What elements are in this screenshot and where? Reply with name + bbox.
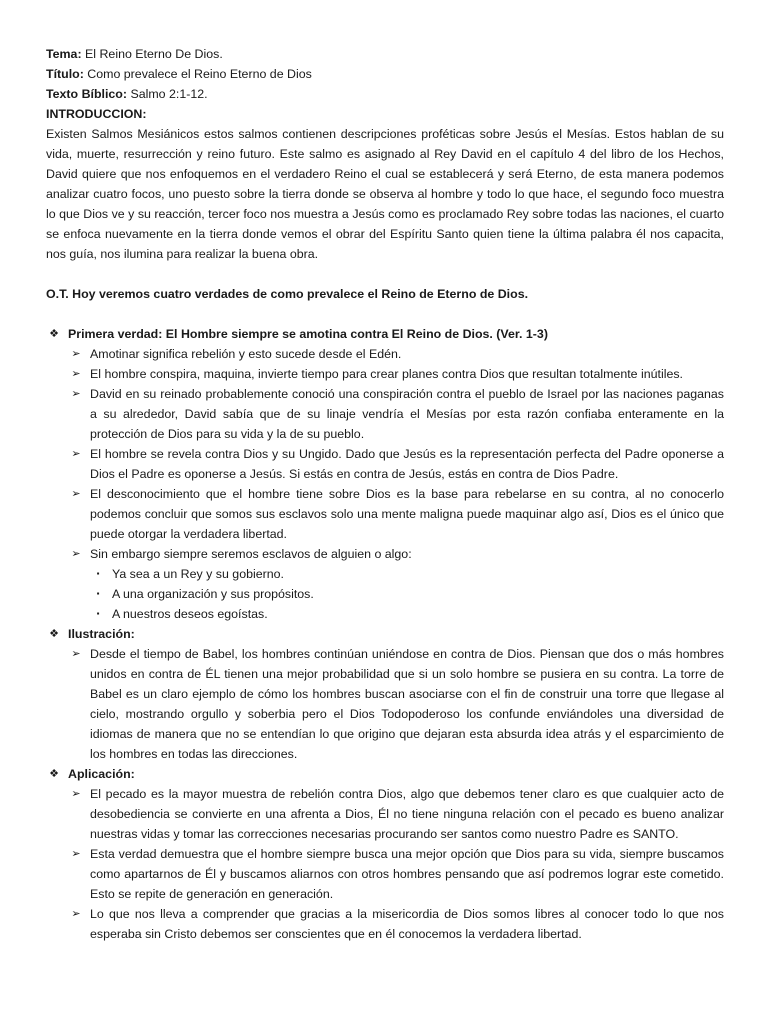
list-item <box>46 844 724 904</box>
titulo-value: Como prevalece el Reino Eterno de Dios <box>83 67 312 81</box>
diamond-bullet-icon: ❖ <box>49 328 59 340</box>
texto-biblico-label: Texto Bíblico: <box>46 87 127 101</box>
arrow-bullet-icon: ➢ <box>71 908 81 920</box>
square-bullet-icon: ▪ <box>96 609 100 618</box>
titulo-line <box>46 64 724 84</box>
ilustracion-heading-item <box>46 624 724 644</box>
primera-verdad-heading: Primera verdad: El Hombre siempre se amotina contra El Reino de Dios. (Ver. 1-3) <box>68 327 548 341</box>
objective-line: O.T. Hoy veremos cuatro verdades de como prevalece el Reino de Eterno de Dios. <box>46 287 529 301</box>
texto-biblico-line <box>46 84 724 104</box>
aplicacion-heading: Aplicación: <box>68 767 135 781</box>
sub-list-item-text: A nuestros deseos egoístas. <box>112 607 268 621</box>
list-item-text: El pecado es la mayor muestra de rebelión contra Dios, algo que debemos tener claro es que cualquier acto de desobediencia se convierte en una afrenta a Dios, Él no tiene ninguna relación con el pecado es bueno analizar nuestras vidas y tomar las correcciones necesarias procurando ser santos como nuestro Padre es SANTO. <box>90 787 724 841</box>
arrow-bullet-icon: ➢ <box>71 448 81 460</box>
list-item-text: David en su reinado probablemente conoció una conspiración contra el pueblo de Israel por las naciones paganas a su alrededor, David sabía que de su linaje vendría el Mesías por esta razón confiaba enteramente en la protección de Dios para su vida y la de su pueblo. <box>90 387 724 441</box>
diamond-bullet-icon: ❖ <box>49 768 59 780</box>
sub-list-item-text: A una organización y sus propósitos. <box>112 587 314 601</box>
titulo-label: Título: <box>46 67 84 81</box>
primera-verdad-heading-item <box>46 324 724 344</box>
list-item-text: El desconocimiento que el hombre tiene sobre Dios es la base para rebelarse en su contra, al no conocerlo podemos concluir que somos sus esclavos solo una mente maligna puede maquinar algo así, Dios es el único que puede otorgar la verdadera libertad. <box>90 487 724 541</box>
arrow-bullet-icon: ➢ <box>71 648 81 660</box>
tema-value: El Reino Eterno De Dios. <box>81 47 223 61</box>
tema-line <box>46 44 724 64</box>
list-item <box>46 904 724 944</box>
arrow-bullet-icon: ➢ <box>71 848 81 860</box>
arrow-bullet-icon: ➢ <box>71 488 81 500</box>
arrow-bullet-icon: ➢ <box>71 548 81 560</box>
sub-list-item <box>46 604 724 624</box>
list-item <box>46 644 724 764</box>
diamond-bullet-icon: ❖ <box>49 628 59 640</box>
list-item-text: Amotinar significa rebelión y esto sucede desde el Edén. <box>90 347 402 361</box>
list-item-text: Esta verdad demuestra que el hombre siempre busca una mejor opción que Dios para su vida, siempre buscamos como apartarnos de Él y buscamos aliarnos con otros hombres pensando que así podremos lograr este cometido. Esto se repite de generación en generación. <box>90 847 724 901</box>
sub-list-item <box>46 564 724 584</box>
sub-list-item <box>46 584 724 604</box>
arrow-bullet-icon: ➢ <box>71 388 81 400</box>
list-item <box>46 364 724 384</box>
ilustracion-heading: Ilustración: <box>68 627 135 641</box>
intro-paragraph: Existen Salmos Mesiánicos estos salmos contienen descripciones proféticas sobre Jesús el Mesías. Estos hablan de su vida, muerte, resurrección y reino futuro. Este salmo es asignado al Rey David en el capítulo 4 del libro de los Hechos, David quiere que nos enfoquemos en el verdadero Reino el cual se establecerá y será Eterno, de esta manera podemos analizar cuatro focos, uno puesto sobre la tierra donde se observa al hombre y todo lo que hace, el segundo foco muestra lo que Dios ve y su reacción, tercer foco nos muestra a Jesús como es proclamado Rey sobre todas las naciones, el cuarto se enfoca nuevamente en la tierra donde vemos el obrar del Espíritu Santo quien tiene la última palabra él nos capacita, nos guía, nos ilumina para realizar la buena obra. <box>46 127 724 261</box>
list-item-text: Lo que nos lleva a comprender que gracias a la misericordia de Dios somos libres al conocer todo lo que nos esperaba sin Cristo debemos ser conscientes que en él conocemos la verdadera libertad. <box>90 907 724 941</box>
list-item <box>46 784 724 844</box>
list-item-text: Sin embargo siempre seremos esclavos de alguien o algo: <box>90 547 412 561</box>
intro-heading: INTRODUCCION: <box>46 107 147 121</box>
list-item <box>46 384 724 444</box>
list-item <box>46 544 724 564</box>
document-page <box>46 44 724 944</box>
texto-biblico-value: Salmo 2:1-12. <box>127 87 208 101</box>
list-item <box>46 444 724 484</box>
arrow-bullet-icon: ➢ <box>71 348 81 360</box>
arrow-bullet-icon: ➢ <box>71 368 81 380</box>
list-item-text: Desde el tiempo de Babel, los hombres continúan uniéndose en contra de Dios. Piensan que dos o más hombres unidos en contra de ÉL tienen una mejor probabilidad que si un solo hombre se pusiera en su contra. La torre de Babel es un claro ejemplo de cómo los hombres buscan asociarse con el fin de construir una torre que llegase al cielo, mostrando orgullo y soberbia pero el Dios Todopoderoso los confunde enviándoles una diversidad de idiomas de manera que no se entendían lo que origino que dejaran esta absurda idea atrás y el esparcimiento de los hombres en todas las direcciones. <box>90 647 724 761</box>
arrow-bullet-icon: ➢ <box>71 788 81 800</box>
tema-label: Tema: <box>46 47 82 61</box>
square-bullet-icon: ▪ <box>96 589 100 598</box>
list-item-text: El hombre se revela contra Dios y su Ungido. Dado que Jesús es la representación perfecta del Padre oponerse a Dios el Padre es oponerse a Jesús. Si estás en contra de Jesús, estás en contra de Dios Padre. <box>90 447 724 481</box>
aplicacion-heading-item <box>46 764 724 784</box>
sub-list-item-text: Ya sea a un Rey y su gobierno. <box>112 567 284 581</box>
list-item-text: El hombre conspira, maquina, invierte tiempo para crear planes contra Dios que resultan totalmente inútiles. <box>90 367 683 381</box>
list-item <box>46 484 724 544</box>
list-item <box>46 344 724 364</box>
square-bullet-icon: ▪ <box>96 569 100 578</box>
